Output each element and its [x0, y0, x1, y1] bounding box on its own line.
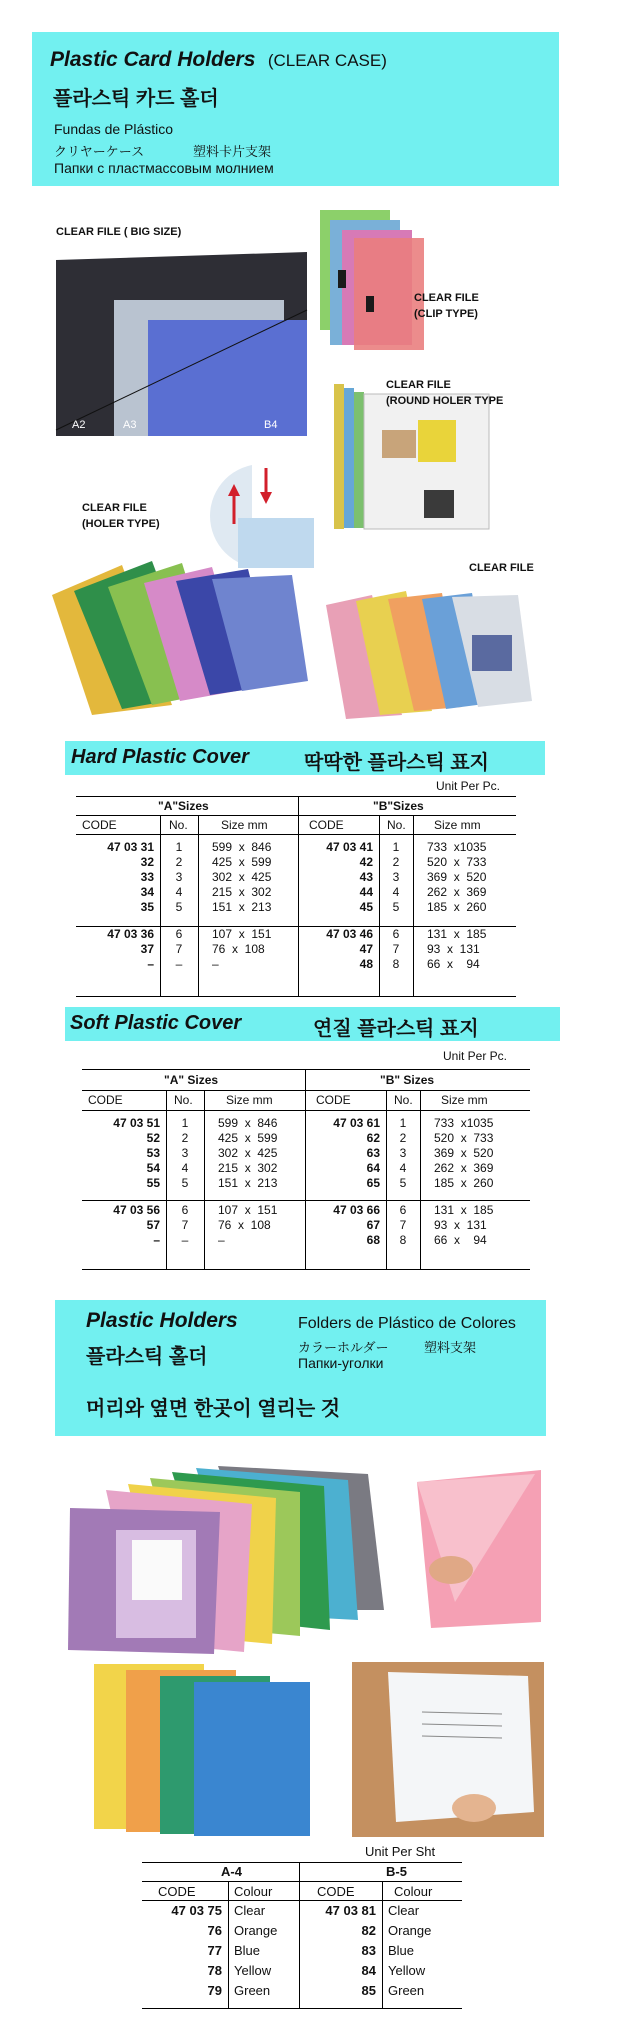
- label-a2: A2: [72, 419, 86, 431]
- label-holer-type-1: CLEAR FILE: [82, 502, 147, 514]
- hard-a-col-size: Size mm: [221, 818, 268, 832]
- cell-code: 77: [207, 1943, 222, 1958]
- cell-code: 48: [359, 957, 373, 971]
- hard-title-en: Hard Plastic Cover: [71, 746, 249, 768]
- colour-unit: Unit Per Sht: [365, 1844, 436, 1859]
- cell-no: 8: [399, 1233, 407, 1247]
- header-japanese: クリヤーケース: [54, 144, 145, 159]
- cell-no: 5: [181, 1176, 189, 1190]
- header-title-line: [50, 48, 387, 72]
- cell-code: 32: [140, 855, 154, 869]
- cell-colour: Orange: [234, 1923, 278, 1938]
- cell-no: 4: [399, 1161, 407, 1175]
- cell-code: 45: [359, 900, 373, 914]
- soft-a-col-size: Size mm: [226, 1093, 273, 1107]
- clip-type-photo: [318, 200, 458, 350]
- cell-no: 6: [181, 1203, 189, 1217]
- cell-code: 76: [207, 1923, 222, 1938]
- page-title-suffix: (CLEAR CASE): [267, 51, 387, 70]
- label-clear-file: CLEAR FILE: [469, 562, 534, 574]
- cell-code: 47 03 31: [107, 840, 154, 854]
- colour-b5-col-code: CODE: [317, 1884, 355, 1899]
- holders-korean: 플라스틱 홀더: [86, 1346, 208, 1368]
- cell-no: –: [175, 957, 183, 971]
- cell-code: 47 03 61: [333, 1116, 380, 1130]
- cell-no: 6: [399, 1203, 407, 1217]
- cell-code: 63: [366, 1146, 380, 1160]
- cell-no: 5: [399, 1176, 407, 1190]
- cell-colour: Green: [234, 1983, 271, 1998]
- cell-size: 520 x 733: [434, 1131, 494, 1145]
- big-folder-photo: [52, 250, 315, 438]
- cell-code: 78: [207, 1963, 222, 1978]
- holders-hand-photo: [352, 1662, 544, 1837]
- cell-no: 2: [399, 1131, 407, 1145]
- cell-no: 2: [175, 855, 183, 869]
- cell-code: –: [147, 957, 154, 971]
- holders-russian: Папки-уголки: [298, 1355, 384, 1371]
- header-korean: 플라스틱 카드 홀더: [53, 88, 219, 110]
- cell-no: 1: [175, 840, 183, 854]
- cell-size: 66 x 94: [427, 957, 480, 971]
- cell-size: 733 x1035: [427, 840, 487, 854]
- cell-size: 425 x 599: [212, 855, 272, 869]
- cell-code: 62: [366, 1131, 380, 1145]
- cell-size: 302 x 425: [212, 870, 272, 884]
- holders-pink-photo: [395, 1462, 545, 1642]
- holders-japanese: カラーホルダー: [298, 1340, 389, 1355]
- header-spanish: Fundas de Plástico: [54, 121, 174, 137]
- hard-unit: Unit Per Pc.: [436, 779, 501, 793]
- cell-code: 54: [146, 1161, 160, 1175]
- cell-size: 520 x 733: [427, 855, 487, 869]
- label-a3: A3: [123, 419, 137, 431]
- cell-colour: Blue: [234, 1943, 261, 1958]
- cell-size: 302 x 425: [218, 1146, 278, 1160]
- cell-code: 79: [207, 1983, 222, 1998]
- soft-b-col-size: Size mm: [441, 1093, 488, 1107]
- cell-no: 7: [399, 1218, 407, 1232]
- cell-code: 47: [359, 942, 373, 956]
- soft-a-header: "A" Sizes: [164, 1073, 219, 1087]
- colour-b5-header: B-5: [386, 1864, 407, 1879]
- cell-no: 8: [392, 957, 400, 971]
- cell-size: 733 x1035: [434, 1116, 494, 1130]
- colour-a4-col-colour: Colour: [234, 1884, 273, 1899]
- cell-size: 151 x 213: [218, 1176, 278, 1190]
- cell-no: 7: [175, 942, 183, 956]
- cell-size: 131 x 185: [434, 1203, 494, 1217]
- cell-no: 5: [392, 900, 400, 914]
- cell-no: 3: [392, 870, 400, 884]
- cell-colour: Yellow: [388, 1963, 426, 1978]
- cell-colour: Blue: [388, 1943, 415, 1958]
- cell-size: 425 x 599: [218, 1131, 278, 1145]
- cell-size: 599 x 846: [212, 840, 272, 854]
- cell-size: 107 x 151: [212, 927, 272, 941]
- cell-code: 82: [361, 1923, 376, 1938]
- cell-size: –: [212, 957, 219, 971]
- cell-no: 1: [399, 1116, 407, 1130]
- colored-folders-photo: [52, 555, 314, 715]
- label-clear-file-big: CLEAR FILE ( BIG SIZE): [56, 226, 182, 238]
- cell-code: 47 03 81: [325, 1903, 376, 1918]
- holer-type-photo: [208, 462, 316, 570]
- cell-code: 57: [146, 1218, 160, 1232]
- cell-code: 42: [359, 855, 373, 869]
- cell-code: 53: [146, 1146, 160, 1160]
- cell-no: 3: [399, 1146, 407, 1160]
- cell-colour: Orange: [388, 1923, 432, 1938]
- cell-no: 1: [181, 1116, 189, 1130]
- holders-title: Plastic Holders: [86, 1309, 238, 1332]
- soft-b-header: "B" Sizes: [380, 1073, 435, 1087]
- cell-code: 65: [366, 1176, 380, 1190]
- cell-size: 369 x 520: [434, 1146, 494, 1160]
- cell-size: 262 x 369: [427, 885, 487, 899]
- cell-code: 34: [140, 885, 154, 899]
- soft-a-col-no: No.: [174, 1093, 193, 1107]
- clear-file-photo: [322, 585, 542, 720]
- hard-a-col-no: No.: [169, 818, 188, 832]
- cell-no: –: [181, 1233, 189, 1247]
- hard-b-col-size: Size mm: [434, 818, 481, 832]
- soft-a-col-code: CODE: [88, 1093, 123, 1107]
- cell-code: 55: [146, 1176, 160, 1190]
- cell-code: –: [153, 1233, 160, 1247]
- cell-no: 5: [175, 900, 183, 914]
- cell-size: 93 x 131: [427, 942, 480, 956]
- hard-a-col-code: CODE: [82, 818, 117, 832]
- cell-colour: Clear: [388, 1903, 420, 1918]
- label-round-holer-2: (ROUND HOLER TYPE: [386, 395, 504, 407]
- cell-code: 84: [361, 1963, 376, 1978]
- cell-size: 599 x 846: [218, 1116, 278, 1130]
- cell-code: 47 03 66: [333, 1203, 380, 1217]
- cell-code: 64: [366, 1161, 380, 1175]
- label-holer-type-2: (HOLER TYPE): [82, 518, 160, 530]
- cell-colour: Yellow: [234, 1963, 272, 1978]
- cell-code: 47 03 41: [326, 840, 373, 854]
- holders-korean-desc: 머리와 옆면 한곳이 열리는 것: [86, 1398, 341, 1420]
- cell-code: 68: [366, 1233, 380, 1247]
- soft-b-col-code: CODE: [316, 1093, 351, 1107]
- cell-size: 76 x 108: [218, 1218, 271, 1232]
- label-clip-type-2: (CLIP TYPE): [414, 308, 478, 320]
- cell-code: 37: [140, 942, 154, 956]
- cell-size: 107 x 151: [218, 1203, 278, 1217]
- colour-a4-col-code: CODE: [158, 1884, 196, 1899]
- soft-title-en: Soft Plastic Cover: [70, 1012, 242, 1034]
- holders-stack-photo: [90, 1662, 330, 1837]
- holders-chinese: 塑料支架: [424, 1340, 477, 1355]
- holders-spanish: Folders de Plástico de Colores: [298, 1315, 516, 1332]
- cell-no: 3: [181, 1146, 189, 1160]
- cell-size: 131 x 185: [427, 927, 487, 941]
- colour-a4-header: A-4: [221, 1864, 242, 1879]
- cell-no: 4: [392, 885, 400, 899]
- hard-a-header: "A"Sizes: [158, 799, 209, 813]
- cell-size: 151 x 213: [212, 900, 272, 914]
- cell-colour: Clear: [234, 1903, 266, 1918]
- cell-code: 47 03 36: [107, 927, 154, 941]
- cell-code: 33: [140, 870, 154, 884]
- cell-code: 67: [366, 1218, 380, 1232]
- cell-no: 4: [181, 1161, 189, 1175]
- hard-b-header: "B"Sizes: [373, 799, 424, 813]
- label-b4: B4: [264, 419, 278, 431]
- cell-code: 43: [359, 870, 373, 884]
- cell-code: 47 03 56: [113, 1203, 160, 1217]
- cell-code: 47 03 46: [326, 927, 373, 941]
- cell-no: 3: [175, 870, 183, 884]
- cell-size: 369 x 520: [427, 870, 487, 884]
- label-clip-type-1: CLEAR FILE: [414, 292, 479, 304]
- cell-size: 185 x 260: [434, 1176, 494, 1190]
- soft-b-col-no: No.: [394, 1093, 413, 1107]
- cell-code: 44: [359, 885, 373, 899]
- hard-b-col-code: CODE: [309, 818, 344, 832]
- cell-size: 93 x 131: [434, 1218, 487, 1232]
- page-title: Plastic Card Holders: [50, 48, 256, 71]
- cell-no: 4: [175, 885, 183, 899]
- cell-no: 7: [181, 1218, 189, 1232]
- header-russian: Папки с пластмассовым молнием: [54, 160, 274, 176]
- cell-size: 262 x 369: [434, 1161, 494, 1175]
- cell-no: 1: [392, 840, 400, 854]
- cell-code: 47 03 51: [113, 1116, 160, 1130]
- soft-title-ko: 연질 플라스틱 표지: [313, 1018, 479, 1040]
- header-chinese: 塑料卡片支架: [193, 144, 272, 159]
- cell-size: 76 x 108: [212, 942, 265, 956]
- holders-fan-photo: [68, 1460, 388, 1655]
- cell-colour: Green: [388, 1983, 425, 1998]
- cell-no: 6: [392, 927, 400, 941]
- cell-code: 52: [146, 1131, 160, 1145]
- cell-code: 83: [361, 1943, 376, 1958]
- soft-unit: Unit Per Pc.: [443, 1049, 508, 1063]
- cell-no: 2: [392, 855, 400, 869]
- cell-no: 2: [181, 1131, 189, 1145]
- cell-size: 66 x 94: [434, 1233, 487, 1247]
- hard-b-col-no: No.: [387, 818, 406, 832]
- hard-title-ko: 딱딱한 플라스틱 표지: [304, 752, 489, 774]
- cell-code: 47 03 75: [171, 1903, 222, 1918]
- cell-no: 6: [175, 927, 183, 941]
- colour-b5-col-colour: Colour: [394, 1884, 433, 1899]
- cell-size: –: [218, 1233, 225, 1247]
- cell-size: 185 x 260: [427, 900, 487, 914]
- cell-code: 85: [361, 1983, 376, 1998]
- cell-no: 7: [392, 942, 400, 956]
- cell-size: 215 x 302: [218, 1161, 278, 1175]
- cell-code: 35: [140, 900, 154, 914]
- label-round-holer-1: CLEAR FILE: [386, 379, 451, 391]
- cell-size: 215 x 302: [212, 885, 272, 899]
